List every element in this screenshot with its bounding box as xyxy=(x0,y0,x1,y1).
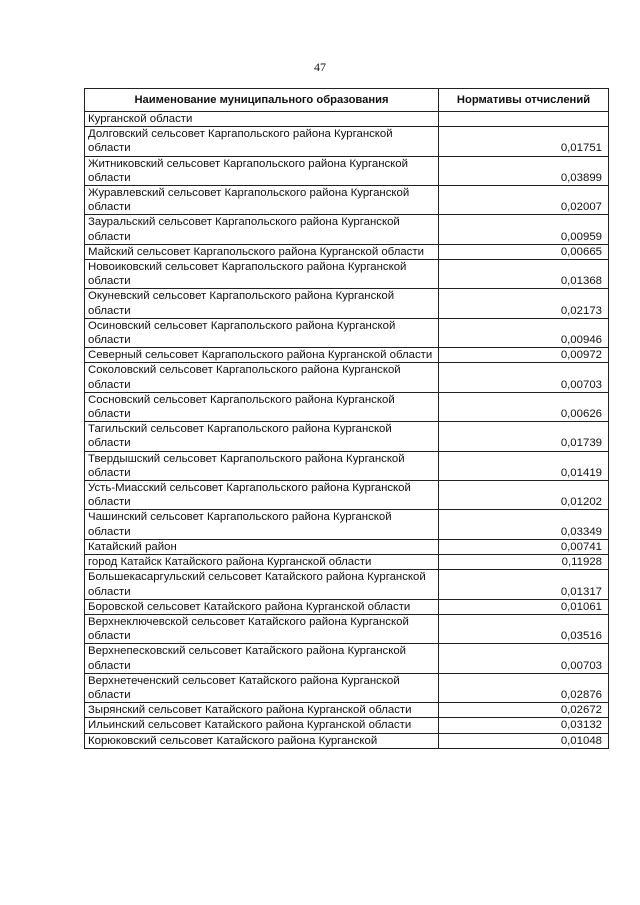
municipality-name-cell: Верхнетеченский сельсовет Катайского района Курганской области xyxy=(85,673,439,702)
norm-value-cell xyxy=(439,112,609,127)
municipality-name-cell: Корюковский сельсовет Катайского района Курганской xyxy=(85,733,439,748)
norm-value-cell: 0,01419 xyxy=(439,451,609,480)
table-row xyxy=(85,451,609,480)
norm-value-cell: 0,00626 xyxy=(439,392,609,421)
municipality-name-cell: Осиновский сельсовет Каргапольского района Курганской области xyxy=(85,318,439,347)
municipality-name-cell: Долговский сельсовет Каргапольского района Курганской области xyxy=(85,127,439,156)
municipality-name-cell: Твердышский сельсовет Каргапольского района Курганской области xyxy=(85,451,439,480)
norm-value-cell: 0,01739 xyxy=(439,422,609,451)
norm-value-cell: 0,02876 xyxy=(439,673,609,702)
norm-value-cell: 0,00703 xyxy=(439,363,609,392)
table-row xyxy=(85,733,609,748)
table-row xyxy=(85,156,609,185)
norm-value-cell: 0,11928 xyxy=(439,555,609,570)
table-header-row xyxy=(85,89,609,112)
norm-value-cell: 0,02007 xyxy=(439,186,609,215)
norm-value-cell: 0,01751 xyxy=(439,127,609,156)
table-row xyxy=(85,186,609,215)
norm-value-cell: 0,00972 xyxy=(439,348,609,363)
municipality-name-cell: Майский сельсовет Каргапольского района Курганской области xyxy=(85,244,439,259)
table-row xyxy=(85,570,609,599)
table-row xyxy=(85,510,609,539)
column-header-municipality: Наименование муниципального образования xyxy=(85,89,439,112)
municipality-name-cell: Большекасаргульский сельсовет Катайского района Курганской области xyxy=(85,570,439,599)
table-row xyxy=(85,318,609,347)
table-row xyxy=(85,599,609,614)
norm-value-cell: 0,00665 xyxy=(439,244,609,259)
table-row xyxy=(85,363,609,392)
table-row xyxy=(85,422,609,451)
table-row xyxy=(85,644,609,673)
table-row xyxy=(85,348,609,363)
table-row xyxy=(85,215,609,244)
norm-value-cell: 0,03132 xyxy=(439,718,609,733)
municipality-name-cell: Верхнеключевской сельсовет Катайского района Курганской области xyxy=(85,614,439,643)
table-row xyxy=(85,392,609,421)
norm-value-cell: 0,01202 xyxy=(439,481,609,510)
norm-value-cell: 0,02173 xyxy=(439,289,609,318)
municipality-name-cell: Соколовский сельсовет Каргапольского района Курганской области xyxy=(85,363,439,392)
norm-value-cell: 0,00946 xyxy=(439,318,609,347)
municipality-name-cell: город Катайск Катайского района Курганской области xyxy=(85,555,439,570)
municipality-name-cell: Усть-Миасский сельсовет Каргапольского района Курганской области xyxy=(85,481,439,510)
municipality-name-cell: Боровской сельсовет Катайского района Курганской области xyxy=(85,599,439,614)
municipality-name-cell: Северный сельсовет Каргапольского района Курганской области xyxy=(85,348,439,363)
norm-value-cell: 0,03349 xyxy=(439,510,609,539)
norm-value-cell: 0,01061 xyxy=(439,599,609,614)
table-row xyxy=(85,718,609,733)
column-header-norms: Нормативы отчислений xyxy=(439,89,609,112)
norm-value-cell: 0,01048 xyxy=(439,733,609,748)
table-row xyxy=(85,555,609,570)
norm-value-cell: 0,00741 xyxy=(439,539,609,554)
table-row xyxy=(85,112,609,127)
municipality-name-cell: Житниковский сельсовет Каргапольского района Курганской области xyxy=(85,156,439,185)
norm-value-cell: 0,03516 xyxy=(439,614,609,643)
table-row xyxy=(85,539,609,554)
municipality-name-cell: Зырянский сельсовет Катайского района Курганской области xyxy=(85,703,439,718)
table-row xyxy=(85,127,609,156)
municipality-name-cell: Зауральский сельсовет Каргапольского района Курганской области xyxy=(85,215,439,244)
norm-value-cell: 0,01317 xyxy=(439,570,609,599)
table-row xyxy=(85,289,609,318)
table-row xyxy=(85,673,609,702)
norm-value-cell: 0,01368 xyxy=(439,260,609,289)
municipality-name-cell: Курганской области xyxy=(85,112,439,127)
municipality-name-cell: Катайский район xyxy=(85,539,439,554)
municipality-name-cell: Верхнепесковский сельсовет Катайского района Курганской области xyxy=(85,644,439,673)
municipality-name-cell: Окуневский сельсовет Каргапольского района Курганской области xyxy=(85,289,439,318)
norm-value-cell: 0,00703 xyxy=(439,644,609,673)
page-number: 47 xyxy=(314,60,326,74)
municipality-name-cell: Ильинский сельсовет Катайского района Курганской области xyxy=(85,718,439,733)
table-row xyxy=(85,703,609,718)
norm-value-cell: 0,02672 xyxy=(439,703,609,718)
table-row xyxy=(85,260,609,289)
table-row xyxy=(85,244,609,259)
municipality-name-cell: Чашинский сельсовет Каргапольского района Курганской области xyxy=(85,510,439,539)
norm-value-cell: 0,00959 xyxy=(439,215,609,244)
municipality-name-cell: Журавлевский сельсовет Каргапольского района Курганской области xyxy=(85,186,439,215)
allocation-norms-table xyxy=(84,88,609,749)
table-row xyxy=(85,614,609,643)
municipality-name-cell: Новоиковский сельсовет Каргапольского района Курганской области xyxy=(85,260,439,289)
municipality-name-cell: Тагильский сельсовет Каргапольского района Курганской области xyxy=(85,422,439,451)
table-row xyxy=(85,481,609,510)
norm-value-cell: 0,03899 xyxy=(439,156,609,185)
municipality-name-cell: Сосновский сельсовет Каргапольского района Курганской области xyxy=(85,392,439,421)
